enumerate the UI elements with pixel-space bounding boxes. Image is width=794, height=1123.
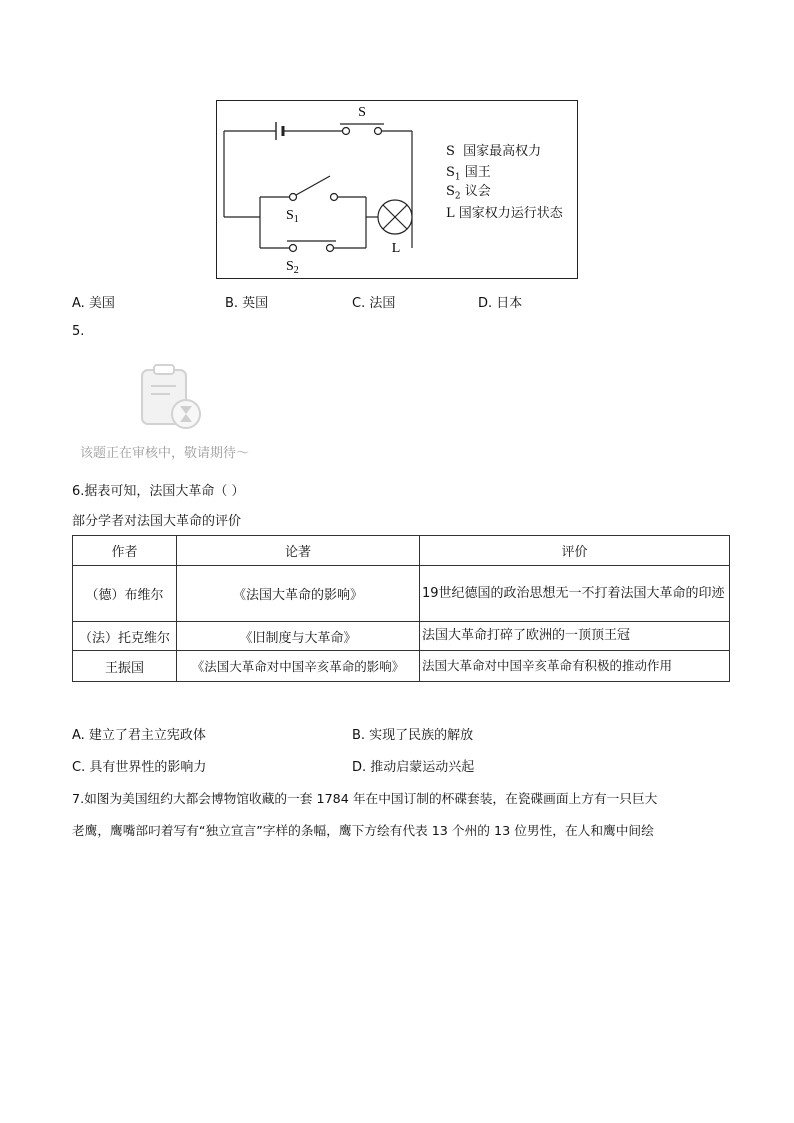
cell-evaluation: 法国大革命对中国辛亥革命有积极的推动作用 (420, 651, 730, 682)
q4-option-c[interactable]: C. 法国 (352, 296, 396, 311)
cell-work: 《旧制度与大革命》 (177, 622, 420, 651)
q6-option-c[interactable]: C. 具有世界性的影响力 (72, 760, 207, 775)
scholar-review-table (72, 535, 730, 682)
q6-option-d[interactable]: D. 推动启蒙运动兴起 (352, 760, 475, 775)
cell-author: 王振国 (73, 651, 177, 682)
switch-s1-contact-left (290, 194, 297, 201)
legend-item-s2: $S_2$ 议会 (446, 184, 491, 202)
cell-work: 《法国大革命的影响》 (177, 566, 420, 622)
cell-author: （德）布维尔 (73, 566, 177, 622)
switch-s-contact-left (343, 128, 350, 135)
q6-stem: 6.据表可知，法国大革命（ ） (72, 484, 245, 499)
switch-s1-arm (296, 176, 330, 195)
cell-evaluation: 19世纪德国的政治思想无一不打着法国大革命的印迹 (420, 566, 730, 622)
table-row (73, 566, 730, 622)
legend-item-s1: $S_1$ 国王 (446, 165, 491, 183)
q7-line-1: 7.如图为美国纽约大都会博物馆收藏的一套 1784 年在中国订制的杯碟套装，在瓷碟画面上方有一只巨大 (72, 791, 658, 806)
switch-s-contact-right (375, 128, 382, 135)
table-row (73, 622, 730, 651)
legend-item-s: S 国家最高权力 (446, 144, 542, 159)
q6-option-b[interactable]: B. 实现了民族的解放 (352, 728, 474, 743)
pending-review-text: 该题正在审核中，敬请期待～ (80, 446, 250, 461)
q5-number: 5. (72, 324, 85, 339)
legend-item-l: L 国家权力运行状态 (446, 206, 563, 221)
label-l: L (391, 241, 401, 256)
cell-author: （法）托克维尔 (73, 622, 177, 651)
q4-option-b[interactable]: B. 英国 (225, 296, 269, 311)
header-work: 论著 (177, 536, 420, 566)
label-s1: $S_1$ (286, 208, 299, 225)
clipboard-hourglass-icon (136, 362, 216, 432)
q6-option-a[interactable]: A. 建立了君主立宪政体 (72, 728, 206, 743)
q5-pending-placeholder (80, 360, 280, 470)
q4-option-d[interactable]: D. 日本 (478, 296, 523, 311)
q7-line-2: 老鹰，鹰嘴部叼着写有“独立宣言”字样的条幅，鹰下方绘有代表 13 个州的 13 位男性，在人和鹰中间绘 (72, 823, 654, 838)
header-evaluation: 评价 (420, 536, 730, 566)
label-s2: $S_2$ (286, 259, 299, 276)
switch-s2-contact-right (327, 245, 334, 252)
circuit-diagram (216, 100, 578, 279)
circuit-svg (216, 100, 578, 279)
table-header-row (73, 536, 730, 566)
table-row (73, 651, 730, 682)
label-s: S (358, 105, 366, 120)
cell-evaluation: 法国大革命打碎了欧洲的一顶顶王冠 (420, 622, 730, 651)
header-author: 作者 (73, 536, 177, 566)
switch-s2-contact-left (290, 245, 297, 252)
cell-work: 《法国大革命对中国辛亥革命的影响》 (177, 651, 420, 682)
q4-option-a[interactable]: A. 美国 (72, 296, 115, 311)
switch-s1-contact-right (331, 194, 338, 201)
q6-table-title: 部分学者对法国大革命的评价 (72, 514, 242, 529)
